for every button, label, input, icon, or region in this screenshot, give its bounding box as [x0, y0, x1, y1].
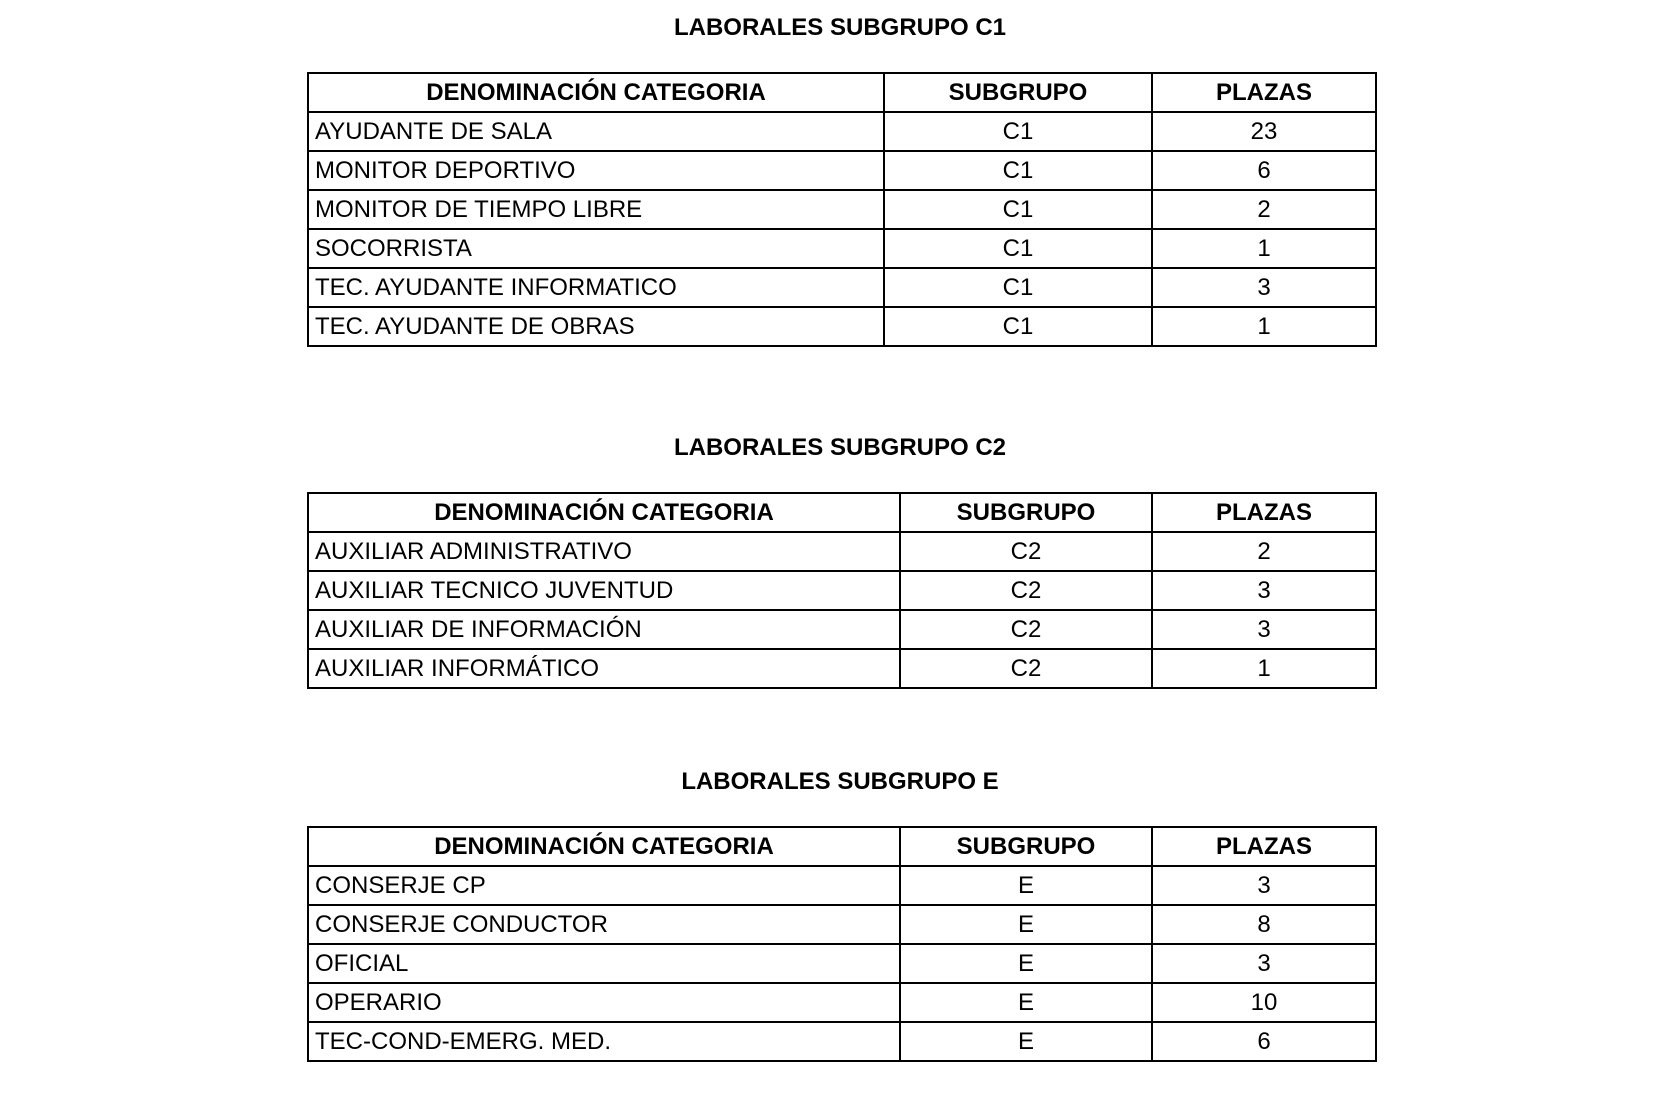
cell-plazas: 8 [1152, 905, 1376, 944]
table-row [308, 610, 1376, 649]
table-row [308, 983, 1376, 1022]
header-denominacion: DENOMINACIÓN CATEGORIA [308, 493, 900, 532]
cell-subgrupo: C2 [900, 532, 1152, 571]
cell-denominacion: OFICIAL [308, 944, 900, 983]
cell-denominacion: AYUDANTE DE SALA [308, 112, 884, 151]
header-denominacion: DENOMINACIÓN CATEGORIA [308, 73, 884, 112]
cell-subgrupo: E [900, 905, 1152, 944]
section-title-e: LABORALES SUBGRUPO E [681, 768, 999, 795]
table-header-row [308, 73, 1376, 112]
table-row [308, 866, 1376, 905]
cell-denominacion: AUXILIAR ADMINISTRATIVO [308, 532, 900, 571]
cell-subgrupo: C1 [884, 229, 1152, 268]
cell-plazas: 1 [1152, 229, 1376, 268]
cell-denominacion: CONSERJE CONDUCTOR [308, 905, 900, 944]
table-subgrupo-c2 [307, 492, 1377, 689]
cell-plazas: 1 [1152, 649, 1376, 688]
table-row [308, 532, 1376, 571]
table-row [308, 229, 1376, 268]
header-plazas: PLAZAS [1152, 493, 1376, 532]
cell-subgrupo: C2 [900, 610, 1152, 649]
table-row [308, 1022, 1376, 1061]
cell-denominacion: OPERARIO [308, 983, 900, 1022]
section-title-c1: LABORALES SUBGRUPO C1 [673, 14, 1007, 41]
table-row [308, 151, 1376, 190]
cell-plazas: 10 [1152, 983, 1376, 1022]
cell-plazas: 6 [1152, 1022, 1376, 1061]
cell-plazas: 3 [1152, 268, 1376, 307]
table-row [308, 112, 1376, 151]
cell-denominacion: TEC-COND-EMERG. MED. [308, 1022, 900, 1061]
header-subgrupo: SUBGRUPO [884, 73, 1152, 112]
cell-denominacion: TEC. AYUDANTE INFORMATICO [308, 268, 884, 307]
header-denominacion: DENOMINACIÓN CATEGORIA [308, 827, 900, 866]
section-title-c2: LABORALES SUBGRUPO C2 [673, 434, 1007, 461]
table-header-row [308, 827, 1376, 866]
cell-subgrupo: E [900, 1022, 1152, 1061]
cell-subgrupo: C1 [884, 151, 1152, 190]
cell-plazas: 3 [1152, 571, 1376, 610]
cell-denominacion: MONITOR DEPORTIVO [308, 151, 884, 190]
cell-plazas: 1 [1152, 307, 1376, 346]
table-row [308, 649, 1376, 688]
header-plazas: PLAZAS [1152, 827, 1376, 866]
cell-plazas: 3 [1152, 944, 1376, 983]
table-row [308, 307, 1376, 346]
cell-subgrupo: C1 [884, 307, 1152, 346]
table-row [308, 571, 1376, 610]
table-header-row [308, 493, 1376, 532]
header-subgrupo: SUBGRUPO [900, 493, 1152, 532]
cell-plazas: 2 [1152, 532, 1376, 571]
cell-subgrupo: C1 [884, 112, 1152, 151]
table-subgrupo-e [307, 826, 1377, 1062]
cell-plazas: 3 [1152, 610, 1376, 649]
table-row [308, 268, 1376, 307]
cell-subgrupo: E [900, 944, 1152, 983]
header-plazas: PLAZAS [1152, 73, 1376, 112]
table-row [308, 944, 1376, 983]
cell-denominacion: TEC. AYUDANTE DE OBRAS [308, 307, 884, 346]
cell-denominacion: AUXILIAR TECNICO JUVENTUD [308, 571, 900, 610]
cell-subgrupo: E [900, 866, 1152, 905]
cell-subgrupo: C1 [884, 190, 1152, 229]
cell-denominacion: AUXILIAR INFORMÁTICO [308, 649, 900, 688]
cell-denominacion: CONSERJE CP [308, 866, 900, 905]
cell-denominacion: AUXILIAR DE INFORMACIÓN [308, 610, 900, 649]
cell-subgrupo: C1 [884, 268, 1152, 307]
table-subgrupo-c1 [307, 72, 1377, 347]
cell-denominacion: SOCORRISTA [308, 229, 884, 268]
cell-subgrupo: C2 [900, 649, 1152, 688]
cell-plazas: 23 [1152, 112, 1376, 151]
cell-plazas: 2 [1152, 190, 1376, 229]
cell-subgrupo: E [900, 983, 1152, 1022]
table-row [308, 905, 1376, 944]
table-row [308, 190, 1376, 229]
cell-plazas: 3 [1152, 866, 1376, 905]
header-subgrupo: SUBGRUPO [900, 827, 1152, 866]
cell-plazas: 6 [1152, 151, 1376, 190]
cell-denominacion: MONITOR DE TIEMPO LIBRE [308, 190, 884, 229]
cell-subgrupo: C2 [900, 571, 1152, 610]
